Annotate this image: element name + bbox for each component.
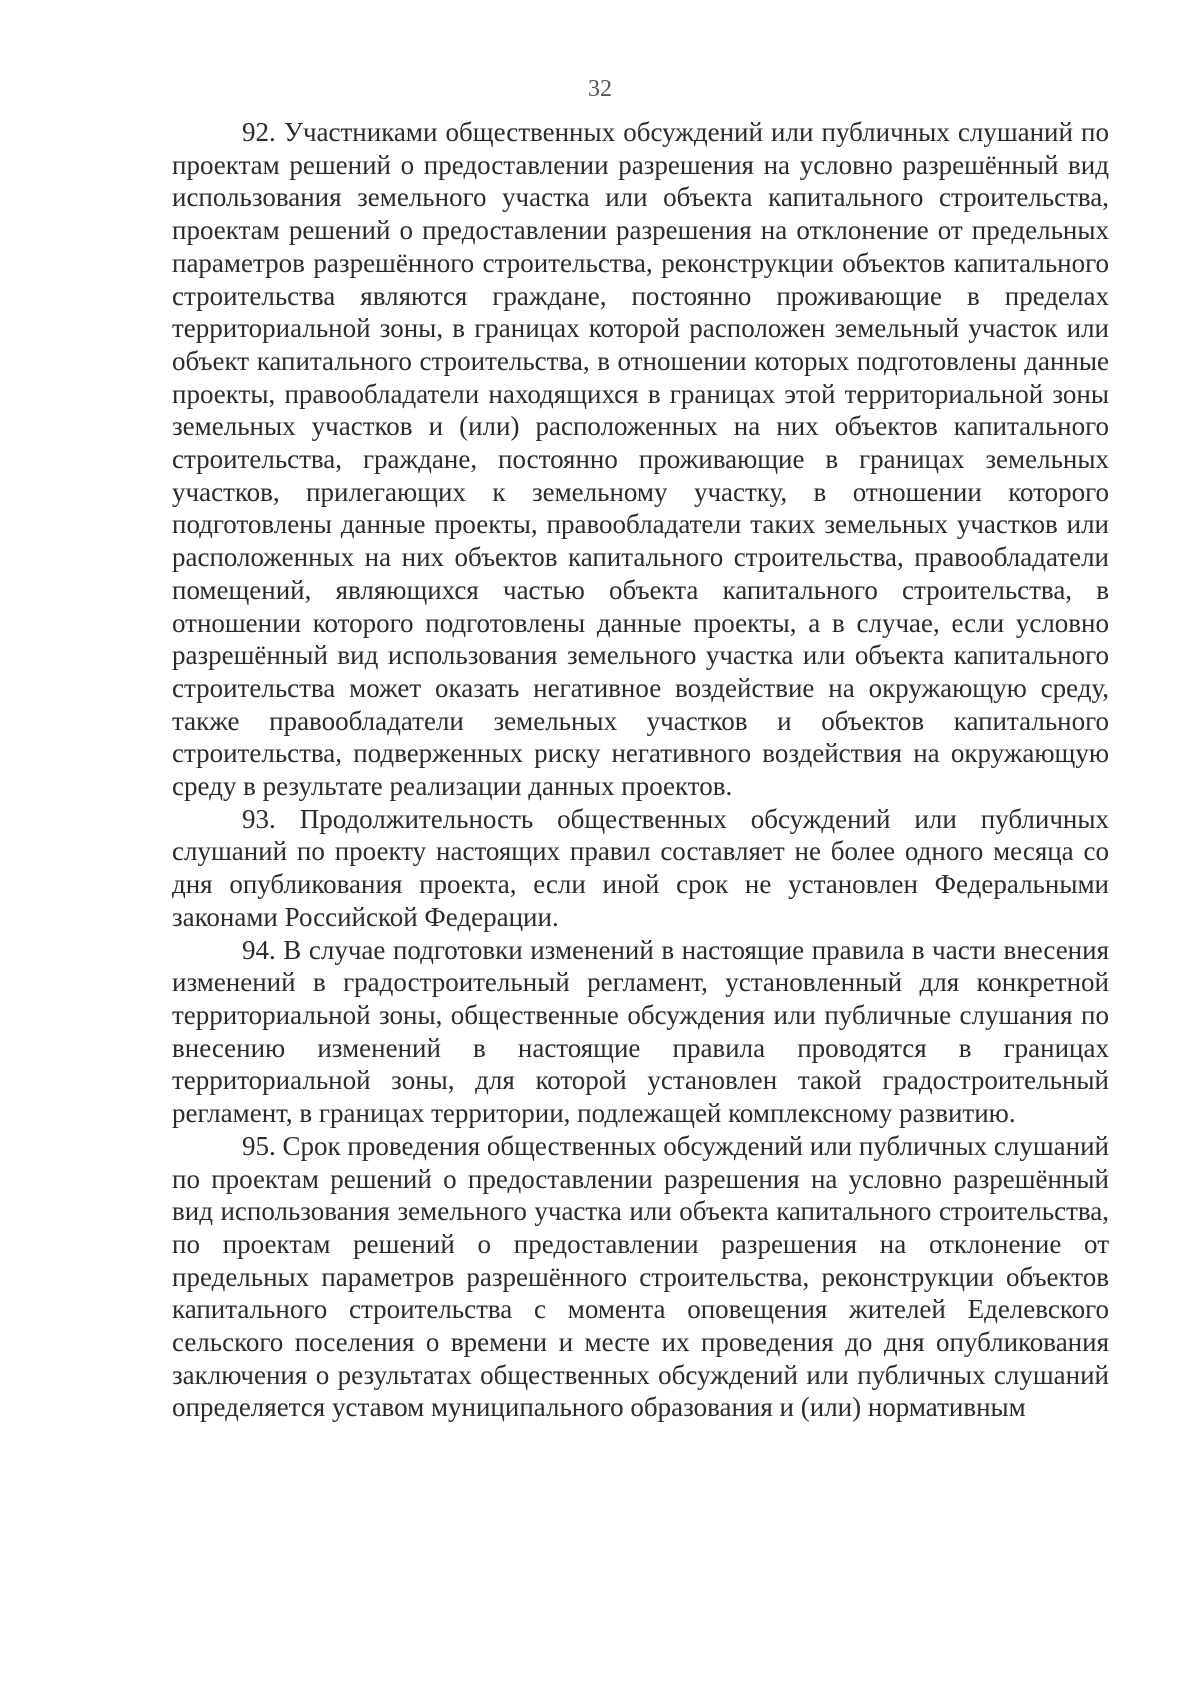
paragraph-94: 94. В случае подготовки изменений в настоящие правила в части внесения изменений в градостроительный регламент, установленный для конкретной территориальной зоны, общественные обсуждения или публичные слушания по внесению изменений в настоящие правила проводятся в границах территориальной зоны, для которой установлен такой градостроительный регламент, в границах территории, подлежащей комплексному развитию.	[172, 934, 1109, 1129]
page-number: 32	[588, 76, 612, 102]
paragraph-95: 95. Срок проведения общественных обсуждений или публичных слушаний по проектам решений о предоставлении разрешения на условно разрешённый вид использования земельного участка или объекта капитального строительства, по проектам решений о предоставлении разрешения на отклонение от предельных параметров разрешённого строительства, реконструкции объектов капитального строительства с момента оповещения жителей Еделевского сельского поселения о времени и месте их проведения до дня опубликования заключения о результатах общественных обсуждений или публичных слушаний определяется уставом муниципального образования и (или) нормативным	[172, 1130, 1109, 1423]
document-body	[172, 116, 1109, 1424]
paragraph-93: 93. Продолжительность общественных обсуждений или публичных слушаний по проекту настоящих правил составляет не более одного месяца со дня опубликования проекта, если иной срок не установлен Федеральными законами Российской Федерации.	[172, 803, 1109, 932]
paragraph-92: 92. Участниками общественных обсуждений или публичных слушаний по проектам решений о предоставлении разрешения на условно разрешённый вид использования земельного участка или объекта капитального строительства, проектам решений о предоставлении разрешения на отклонение от предельных параметров разрешённого строительства, реконструкции объектов капитального строительства являются граждане, постоянно проживающие в пределах территориальной зоны, в границах которой расположен земельный участок или объект капитального строительства, в отношении которых подготовлены данные проекты, правообладатели находящихся в границах этой территориальной зоны земельных участков и (или) расположенных на них объектов капитального строительства, граждане, постоянно проживающие в границах земельных участков, прилегающих к земельному участку, в отношении которого подготовлены данные проекты, правообладатели таких земельных участков или расположенных на них объектов капитального строительства, правообладатели помещений, являющихся частью объекта капитального строительства, в отношении которого подготовлены данные проекты, а в случае, если условно разрешённый вид использования земельного участка или объекта капитального строительства может оказать негативное воздействие на окружающую среду, также правообладатели земельных участков и объектов капитального строительства, подверженных риску негативного воздействия на окружающую среду в результате реализации данных проектов.	[172, 117, 1109, 802]
